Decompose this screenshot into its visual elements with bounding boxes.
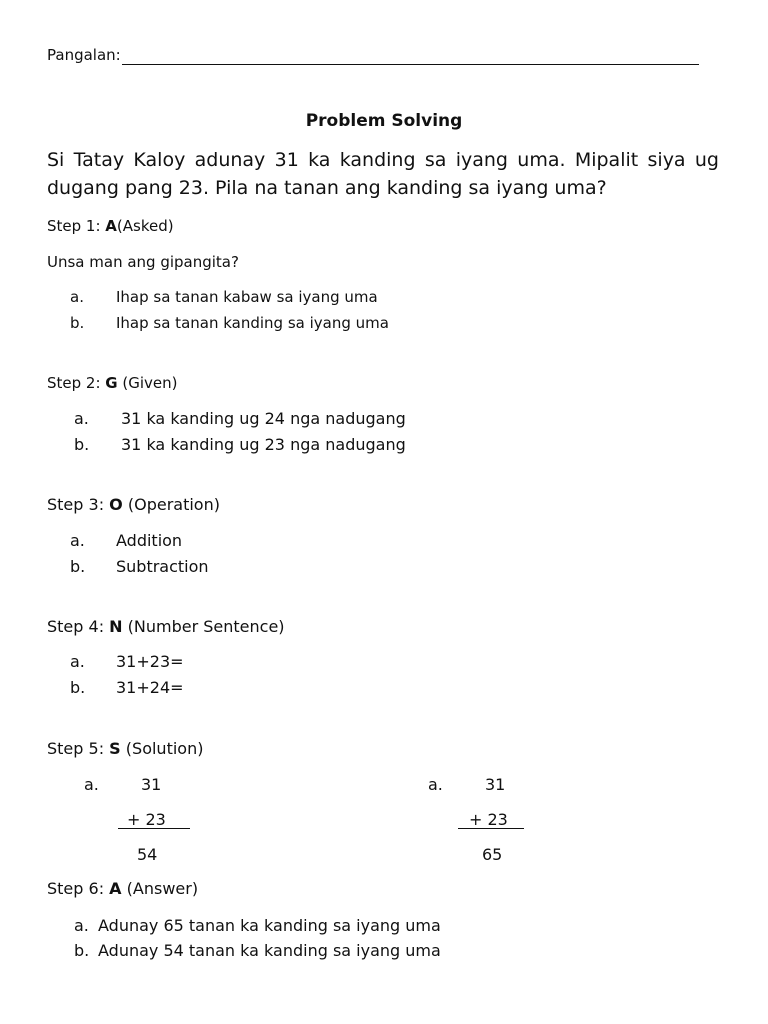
step4-option-b[interactable]: 31+24= <box>116 678 184 697</box>
step1-option-a-marker: a. <box>70 288 84 306</box>
step4-prefix: Step 4: <box>47 617 110 636</box>
step4-option-a-marker: a. <box>70 652 85 671</box>
step2-option-a-marker: a. <box>74 409 89 428</box>
solution-right-top-number: 31 <box>485 775 506 794</box>
step1-option-a[interactable]: Ihap sa tanan kabaw sa iyang uma <box>116 288 378 306</box>
step6-suffix: (Answer) <box>121 879 199 898</box>
step3-option-a-marker: a. <box>70 531 85 550</box>
solution-left-top-number: 31 <box>141 775 162 794</box>
step4-option-b-marker: b. <box>70 678 86 697</box>
step2-option-a[interactable]: 31 ka kanding ug 24 nga nadugang <box>121 409 406 428</box>
step5-suffix: (Solution) <box>120 739 204 758</box>
step4-option-a[interactable]: 31+23= <box>116 652 184 671</box>
solution-left-addend: + 23 <box>127 810 166 829</box>
step4-letter: N <box>109 617 123 636</box>
step6-option-a[interactable]: Adunay 65 tanan ka kanding sa iyang uma <box>98 916 441 935</box>
solution-right-result: 65 <box>482 845 503 864</box>
step5-prefix: Step 5: <box>47 739 110 758</box>
step2-prefix: Step 2: <box>47 374 106 392</box>
step5-letter: S <box>109 739 121 758</box>
step3-heading <box>47 495 220 514</box>
step2-option-b[interactable]: 31 ka kanding ug 23 nga nadugang <box>121 435 406 454</box>
solution-right-rule <box>458 828 524 829</box>
solution-left-rule <box>118 828 190 829</box>
step5-heading <box>47 739 203 758</box>
step1-question: Unsa man ang gipangita? <box>47 253 239 271</box>
step2-letter: G <box>105 374 118 392</box>
step6-heading <box>47 879 198 898</box>
solution-left-result: 54 <box>137 845 158 864</box>
step3-letter: O <box>109 495 123 514</box>
page-title: Problem Solving <box>305 111 463 131</box>
solution-right-marker: a. <box>428 775 443 794</box>
step3-prefix: Step 3: <box>47 495 110 514</box>
step1-letter: A <box>105 217 117 235</box>
step3-option-b[interactable]: Subtraction <box>116 557 209 576</box>
problem-statement: Si Tatay Kaloy adunay 31 ka kanding sa iyang uma. Mipalit siya ug dugang pang 23. Pila na tanan ang kanding sa iyang uma? <box>47 149 719 199</box>
step1-suffix: (Asked) <box>116 217 174 235</box>
solution-right-addend: + 23 <box>469 810 508 829</box>
step4-heading <box>47 617 285 636</box>
name-label: Pangalan: <box>47 46 121 64</box>
step6-letter: A <box>109 879 122 898</box>
step3-suffix: (Operation) <box>122 495 220 514</box>
step2-heading <box>47 374 178 392</box>
step1-option-b-marker: b. <box>70 314 85 332</box>
step2-suffix: (Given) <box>117 374 178 392</box>
solution-left-marker: a. <box>84 775 99 794</box>
step2-option-b-marker: b. <box>74 435 90 454</box>
step6-prefix: Step 6: <box>47 879 110 898</box>
step4-suffix: (Number Sentence) <box>122 617 285 636</box>
step6-option-a-marker: a. <box>74 916 89 935</box>
step6-option-b-marker: b. <box>74 941 90 960</box>
step3-option-b-marker: b. <box>70 557 86 576</box>
step6-option-b[interactable]: Adunay 54 tanan ka kanding sa iyang uma <box>98 941 441 960</box>
step1-option-b[interactable]: Ihap sa tanan kanding sa iyang uma <box>116 314 389 332</box>
step1-heading <box>47 217 174 235</box>
step3-option-a[interactable]: Addition <box>116 531 183 550</box>
name-field[interactable] <box>122 64 699 65</box>
step1-prefix: Step 1: <box>47 217 106 235</box>
